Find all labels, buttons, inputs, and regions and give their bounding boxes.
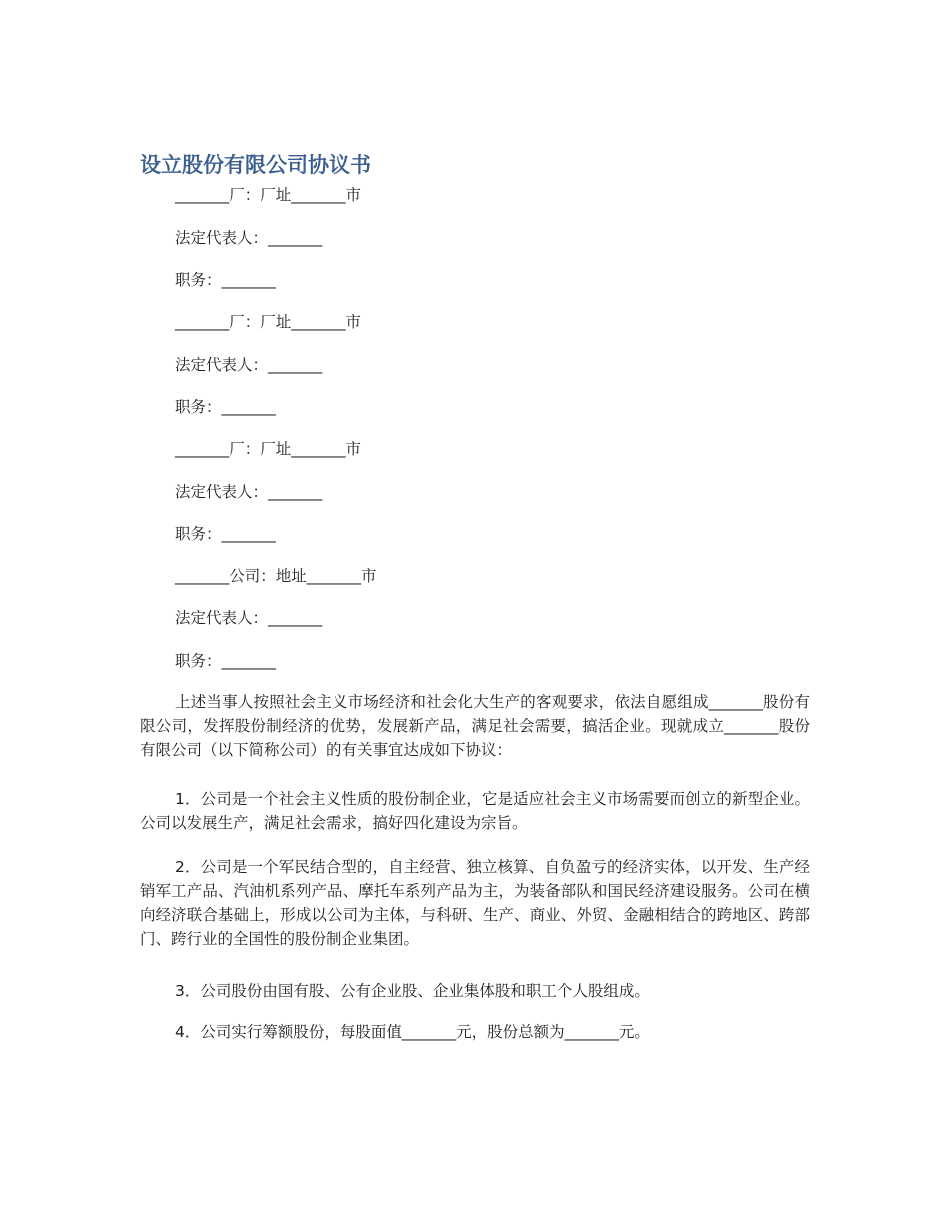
party-3-name-line: _______厂：厂址_______市 [175,440,362,458]
preamble-paragraph: 上述当事人按照社会主义市场经济和社会化大生产的客观要求，依法自愿组成_______股份有限公司，发挥股份制经济的优势，发展新产品，满足社会需要，搞活企业。现就成立_______股份有限公司（以下简称公司）的有关事宜达成如下协议： [140,693,810,759]
document-title: 设立股份有限公司协议书 [140,153,371,177]
clause-2-paragraph: 2．公司是一个军民结合型的，自主经营、独立核算、自负盈亏的经济实体，以开发、生产经销军工产品、汽油机系列产品、摩托车系列产品为主，为装备部队和国民经济建设服务。公司在横向经济联合基础上，形成以公司为主体，与科研、生产、商业、外贸、金融相结合的跨地区、跨部门、跨行业的全国性的股份制企业集团。 [140,858,810,948]
clause-1-paragraph: 1．公司是一个社会主义性质的股份制企业，它是适应社会主义市场需要而创立的新型企业。公司以发展生产，满足社会需求，搞好四化建设为宗旨。 [140,790,810,832]
party-4-representative-line: 法定代表人：_______ [175,609,323,627]
clause-4-paragraph: 4．公司实行筹额股份，每股面值_______元，股份总额为_______元。 [175,1023,650,1041]
party-1-representative-line: 法定代表人：_______ [175,229,323,247]
party-2-representative-line: 法定代表人：_______ [175,356,323,374]
party-2-name-line: _______厂：厂址_______市 [175,313,362,331]
party-4-position-line: 职务：_______ [175,652,276,670]
party-2-position-line: 职务：_______ [175,398,276,416]
party-1-name-line: _______厂：厂址_______市 [175,186,362,204]
party-4-name-line: _______公司：地址_______市 [175,567,377,585]
clause-3-paragraph: 3．公司股份由国有股、公有企业股、企业集体股和职工个人股组成。 [175,982,650,1000]
party-3-representative-line: 法定代表人：_______ [175,483,323,501]
party-3-position-line: 职务：_______ [175,525,276,543]
party-1-position-line: 职务：_______ [175,271,276,289]
